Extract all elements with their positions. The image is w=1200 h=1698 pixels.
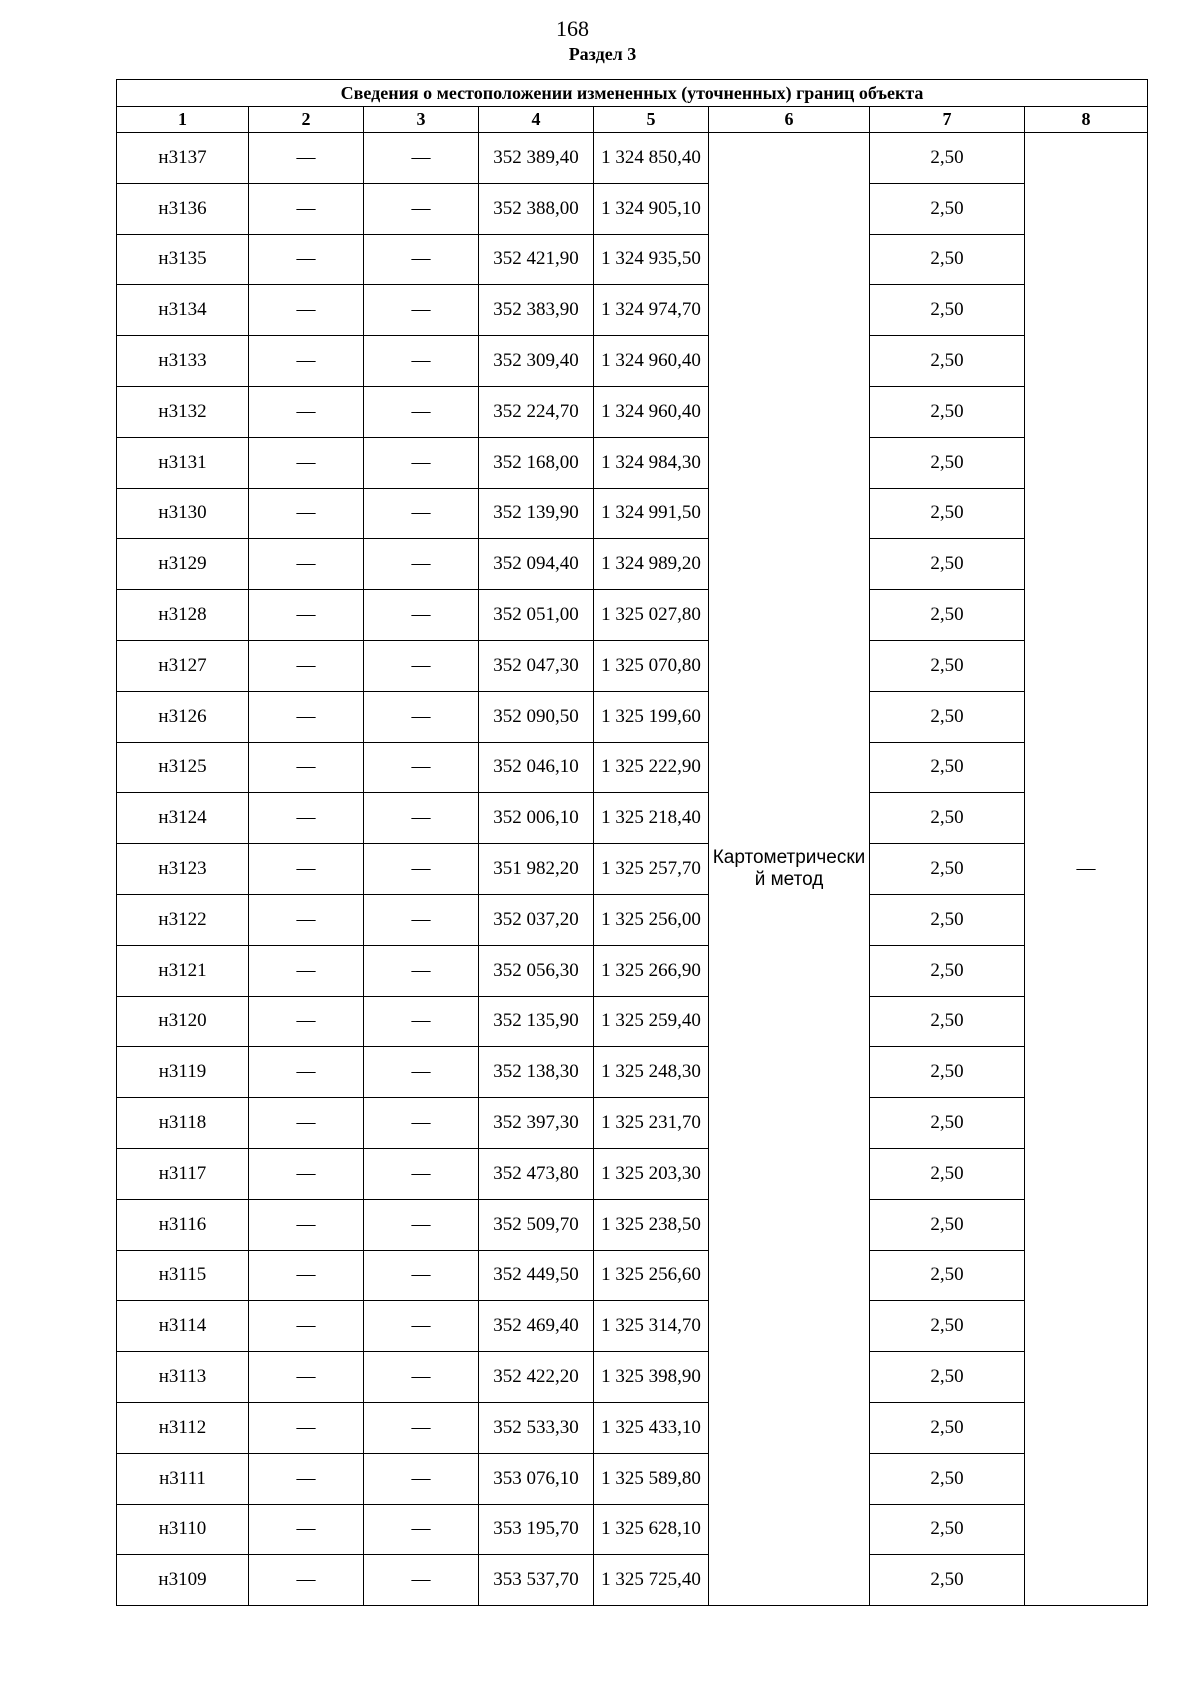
column2-cell: —	[249, 285, 364, 336]
table-row	[117, 742, 1148, 793]
table-row	[117, 488, 1148, 539]
table-row	[117, 1199, 1148, 1250]
accuracy-cell: 2,50	[870, 133, 1025, 184]
column3-cell: —	[364, 183, 479, 234]
point-name-cell: н3128	[117, 590, 249, 641]
x-coordinate-cell: 352 090,50	[479, 691, 594, 742]
table-row	[117, 183, 1148, 234]
point-name-cell: н3121	[117, 945, 249, 996]
y-coordinate-cell: 1 324 974,70	[594, 285, 709, 336]
accuracy-cell: 2,50	[870, 183, 1025, 234]
table-row	[117, 945, 1148, 996]
point-name-cell: н3120	[117, 996, 249, 1047]
accuracy-cell: 2,50	[870, 1098, 1025, 1149]
column3-cell: —	[364, 1250, 479, 1301]
y-coordinate-cell: 1 324 989,20	[594, 539, 709, 590]
column3-cell: —	[364, 285, 479, 336]
point-name-cell: н3126	[117, 691, 249, 742]
column3-cell: —	[364, 539, 479, 590]
column3-cell: —	[364, 793, 479, 844]
x-coordinate-cell: 353 076,10	[479, 1453, 594, 1504]
y-coordinate-cell: 1 325 248,30	[594, 1047, 709, 1098]
x-coordinate-cell: 352 168,00	[479, 437, 594, 488]
point-name-cell: н3129	[117, 539, 249, 590]
boundary-coordinates-table	[116, 79, 1148, 1606]
accuracy-cell: 2,50	[870, 1402, 1025, 1453]
table-row	[117, 437, 1148, 488]
point-name-cell: н3124	[117, 793, 249, 844]
accuracy-cell: 2,50	[870, 844, 1025, 895]
column-number: 4	[479, 107, 594, 133]
point-name-cell: н3109	[117, 1555, 249, 1606]
accuracy-cell: 2,50	[870, 1453, 1025, 1504]
column3-cell: —	[364, 1047, 479, 1098]
point-name-cell: н3118	[117, 1098, 249, 1149]
column3-cell: —	[364, 640, 479, 691]
column2-cell: —	[249, 945, 364, 996]
y-coordinate-cell: 1 325 203,30	[594, 1148, 709, 1199]
column2-cell: —	[249, 1555, 364, 1606]
table-row	[117, 691, 1148, 742]
column2-cell: —	[249, 183, 364, 234]
column2-cell: —	[249, 640, 364, 691]
point-name-cell: н3111	[117, 1453, 249, 1504]
column3-cell: —	[364, 234, 479, 285]
table-row	[117, 1453, 1148, 1504]
y-coordinate-cell: 1 324 991,50	[594, 488, 709, 539]
x-coordinate-cell: 352 037,20	[479, 894, 594, 945]
column3-cell: —	[364, 1402, 479, 1453]
x-coordinate-cell: 352 006,10	[479, 793, 594, 844]
table-row	[117, 133, 1148, 184]
x-coordinate-cell: 353 195,70	[479, 1504, 594, 1555]
point-name-cell: н3116	[117, 1199, 249, 1250]
table-row	[117, 539, 1148, 590]
accuracy-cell: 2,50	[870, 793, 1025, 844]
point-name-cell: н3117	[117, 1148, 249, 1199]
table-row	[117, 234, 1148, 285]
y-coordinate-cell: 1 325 257,70	[594, 844, 709, 895]
table-row	[117, 386, 1148, 437]
accuracy-cell: 2,50	[870, 1555, 1025, 1606]
column3-cell: —	[364, 945, 479, 996]
column3-cell: —	[364, 1098, 479, 1149]
column-number: 5	[594, 107, 709, 133]
y-coordinate-cell: 1 325 238,50	[594, 1199, 709, 1250]
column3-cell: —	[364, 844, 479, 895]
x-coordinate-cell: 352 397,30	[479, 1098, 594, 1149]
y-coordinate-cell: 1 325 398,90	[594, 1352, 709, 1403]
x-coordinate-cell: 351 982,20	[479, 844, 594, 895]
y-coordinate-cell: 1 325 266,90	[594, 945, 709, 996]
column3-cell: —	[364, 133, 479, 184]
column3-cell: —	[364, 1352, 479, 1403]
y-coordinate-cell: 1 325 725,40	[594, 1555, 709, 1606]
table-row	[117, 894, 1148, 945]
accuracy-cell: 2,50	[870, 1250, 1025, 1301]
y-coordinate-cell: 1 325 027,80	[594, 590, 709, 641]
y-coordinate-cell: 1 324 935,50	[594, 234, 709, 285]
table-caption: Сведения о местоположении измененных (уточненных) границ объекта	[117, 80, 1148, 107]
x-coordinate-cell: 352 138,30	[479, 1047, 594, 1098]
column3-cell: —	[364, 336, 479, 387]
column2-cell: —	[249, 539, 364, 590]
accuracy-cell: 2,50	[870, 1504, 1025, 1555]
column2-cell: —	[249, 1301, 364, 1352]
column2-cell: —	[249, 996, 364, 1047]
accuracy-cell: 2,50	[870, 894, 1025, 945]
column3-cell: —	[364, 488, 479, 539]
x-coordinate-cell: 352 469,40	[479, 1301, 594, 1352]
point-name-cell: н3113	[117, 1352, 249, 1403]
column3-cell: —	[364, 1504, 479, 1555]
column2-cell: —	[249, 590, 364, 641]
accuracy-cell: 2,50	[870, 945, 1025, 996]
x-coordinate-cell: 352 094,40	[479, 539, 594, 590]
column2-cell: —	[249, 844, 364, 895]
column8-cell: —	[1025, 133, 1148, 1606]
column2-cell: —	[249, 1352, 364, 1403]
accuracy-cell: 2,50	[870, 691, 1025, 742]
x-coordinate-cell: 352 389,40	[479, 133, 594, 184]
column2-cell: —	[249, 488, 364, 539]
y-coordinate-cell: 1 324 984,30	[594, 437, 709, 488]
point-name-cell: н3133	[117, 336, 249, 387]
accuracy-cell: 2,50	[870, 437, 1025, 488]
accuracy-cell: 2,50	[870, 488, 1025, 539]
column2-cell: —	[249, 742, 364, 793]
column2-cell: —	[249, 894, 364, 945]
point-name-cell: н3127	[117, 640, 249, 691]
accuracy-cell: 2,50	[870, 996, 1025, 1047]
accuracy-cell: 2,50	[870, 1199, 1025, 1250]
accuracy-cell: 2,50	[870, 1352, 1025, 1403]
accuracy-cell: 2,50	[870, 1301, 1025, 1352]
y-coordinate-cell: 1 325 231,70	[594, 1098, 709, 1149]
column-number: 6	[709, 107, 870, 133]
y-coordinate-cell: 1 325 589,80	[594, 1453, 709, 1504]
column-number: 1	[117, 107, 249, 133]
column2-cell: —	[249, 1148, 364, 1199]
y-coordinate-cell: 1 325 628,10	[594, 1504, 709, 1555]
point-name-cell: н3136	[117, 183, 249, 234]
column2-cell: —	[249, 133, 364, 184]
y-coordinate-cell: 1 325 256,00	[594, 894, 709, 945]
column3-cell: —	[364, 386, 479, 437]
y-coordinate-cell: 1 325 314,70	[594, 1301, 709, 1352]
accuracy-cell: 2,50	[870, 1047, 1025, 1098]
table-row	[117, 844, 1148, 895]
column2-cell: —	[249, 793, 364, 844]
column-number: 3	[364, 107, 479, 133]
y-coordinate-cell: 1 325 222,90	[594, 742, 709, 793]
x-coordinate-cell: 352 056,30	[479, 945, 594, 996]
y-coordinate-cell: 1 325 256,60	[594, 1250, 709, 1301]
accuracy-cell: 2,50	[870, 539, 1025, 590]
x-coordinate-cell: 352 533,30	[479, 1402, 594, 1453]
table-row	[117, 590, 1148, 641]
column3-cell: —	[364, 742, 479, 793]
x-coordinate-cell: 352 135,90	[479, 996, 594, 1047]
accuracy-cell: 2,50	[870, 285, 1025, 336]
column3-cell: —	[364, 1148, 479, 1199]
table-row	[117, 285, 1148, 336]
column3-cell: —	[364, 1301, 479, 1352]
column2-cell: —	[249, 1047, 364, 1098]
x-coordinate-cell: 352 047,30	[479, 640, 594, 691]
accuracy-cell: 2,50	[870, 590, 1025, 641]
x-coordinate-cell: 352 449,50	[479, 1250, 594, 1301]
column3-cell: —	[364, 1453, 479, 1504]
point-name-cell: н3137	[117, 133, 249, 184]
column-number: 7	[870, 107, 1025, 133]
x-coordinate-cell: 353 537,70	[479, 1555, 594, 1606]
y-coordinate-cell: 1 325 259,40	[594, 996, 709, 1047]
point-name-cell: н3130	[117, 488, 249, 539]
x-coordinate-cell: 352 509,70	[479, 1199, 594, 1250]
column3-cell: —	[364, 590, 479, 641]
column2-cell: —	[249, 691, 364, 742]
y-coordinate-cell: 1 325 433,10	[594, 1402, 709, 1453]
table-row	[117, 640, 1148, 691]
x-coordinate-cell: 352 383,90	[479, 285, 594, 336]
y-coordinate-cell: 1 325 199,60	[594, 691, 709, 742]
point-name-cell: н3125	[117, 742, 249, 793]
column3-cell: —	[364, 894, 479, 945]
point-name-cell: н3131	[117, 437, 249, 488]
accuracy-cell: 2,50	[870, 1148, 1025, 1199]
point-name-cell: н3114	[117, 1301, 249, 1352]
table-row	[117, 1098, 1148, 1149]
y-coordinate-cell: 1 324 960,40	[594, 336, 709, 387]
column3-cell: —	[364, 437, 479, 488]
column2-cell: —	[249, 1199, 364, 1250]
point-name-cell: н3115	[117, 1250, 249, 1301]
point-name-cell: н3112	[117, 1402, 249, 1453]
table-row	[117, 1148, 1148, 1199]
column2-cell: —	[249, 336, 364, 387]
x-coordinate-cell: 352 388,00	[479, 183, 594, 234]
table-row	[117, 336, 1148, 387]
section-title: Раздел 3	[568, 44, 637, 64]
x-coordinate-cell: 352 422,20	[479, 1352, 594, 1403]
point-name-cell: н3119	[117, 1047, 249, 1098]
y-coordinate-cell: 1 324 905,10	[594, 183, 709, 234]
table-row	[117, 1352, 1148, 1403]
accuracy-cell: 2,50	[870, 640, 1025, 691]
table-row	[117, 793, 1148, 844]
column3-cell: —	[364, 1555, 479, 1606]
y-coordinate-cell: 1 325 070,80	[594, 640, 709, 691]
table-row	[117, 1047, 1148, 1098]
x-coordinate-cell: 352 051,00	[479, 590, 594, 641]
table-row	[117, 1250, 1148, 1301]
column2-cell: —	[249, 386, 364, 437]
table-row	[117, 1555, 1148, 1606]
column2-cell: —	[249, 234, 364, 285]
x-coordinate-cell: 352 046,10	[479, 742, 594, 793]
column2-cell: —	[249, 437, 364, 488]
column3-cell: —	[364, 996, 479, 1047]
accuracy-cell: 2,50	[870, 336, 1025, 387]
x-coordinate-cell: 352 309,40	[479, 336, 594, 387]
column3-cell: —	[364, 691, 479, 742]
x-coordinate-cell: 352 224,70	[479, 386, 594, 437]
page-number: 168	[556, 16, 589, 41]
method-cell: Картометрически й метод	[709, 133, 870, 1606]
table-row	[117, 1402, 1148, 1453]
column-number: 8	[1025, 107, 1148, 133]
table-row	[117, 1504, 1148, 1555]
point-name-cell: н3132	[117, 386, 249, 437]
x-coordinate-cell: 352 421,90	[479, 234, 594, 285]
accuracy-cell: 2,50	[870, 386, 1025, 437]
column2-cell: —	[249, 1402, 364, 1453]
column2-cell: —	[249, 1250, 364, 1301]
column-number-row	[117, 107, 1148, 133]
point-name-cell: н3122	[117, 894, 249, 945]
column2-cell: —	[249, 1098, 364, 1149]
y-coordinate-cell: 1 324 850,40	[594, 133, 709, 184]
column-number: 2	[249, 107, 364, 133]
x-coordinate-cell: 352 473,80	[479, 1148, 594, 1199]
table-row	[117, 996, 1148, 1047]
point-name-cell: н3135	[117, 234, 249, 285]
column2-cell: —	[249, 1504, 364, 1555]
accuracy-cell: 2,50	[870, 742, 1025, 793]
column2-cell: —	[249, 1453, 364, 1504]
point-name-cell: н3123	[117, 844, 249, 895]
y-coordinate-cell: 1 324 960,40	[594, 386, 709, 437]
point-name-cell: н3134	[117, 285, 249, 336]
y-coordinate-cell: 1 325 218,40	[594, 793, 709, 844]
accuracy-cell: 2,50	[870, 234, 1025, 285]
column3-cell: —	[364, 1199, 479, 1250]
point-name-cell: н3110	[117, 1504, 249, 1555]
x-coordinate-cell: 352 139,90	[479, 488, 594, 539]
table-row	[117, 1301, 1148, 1352]
